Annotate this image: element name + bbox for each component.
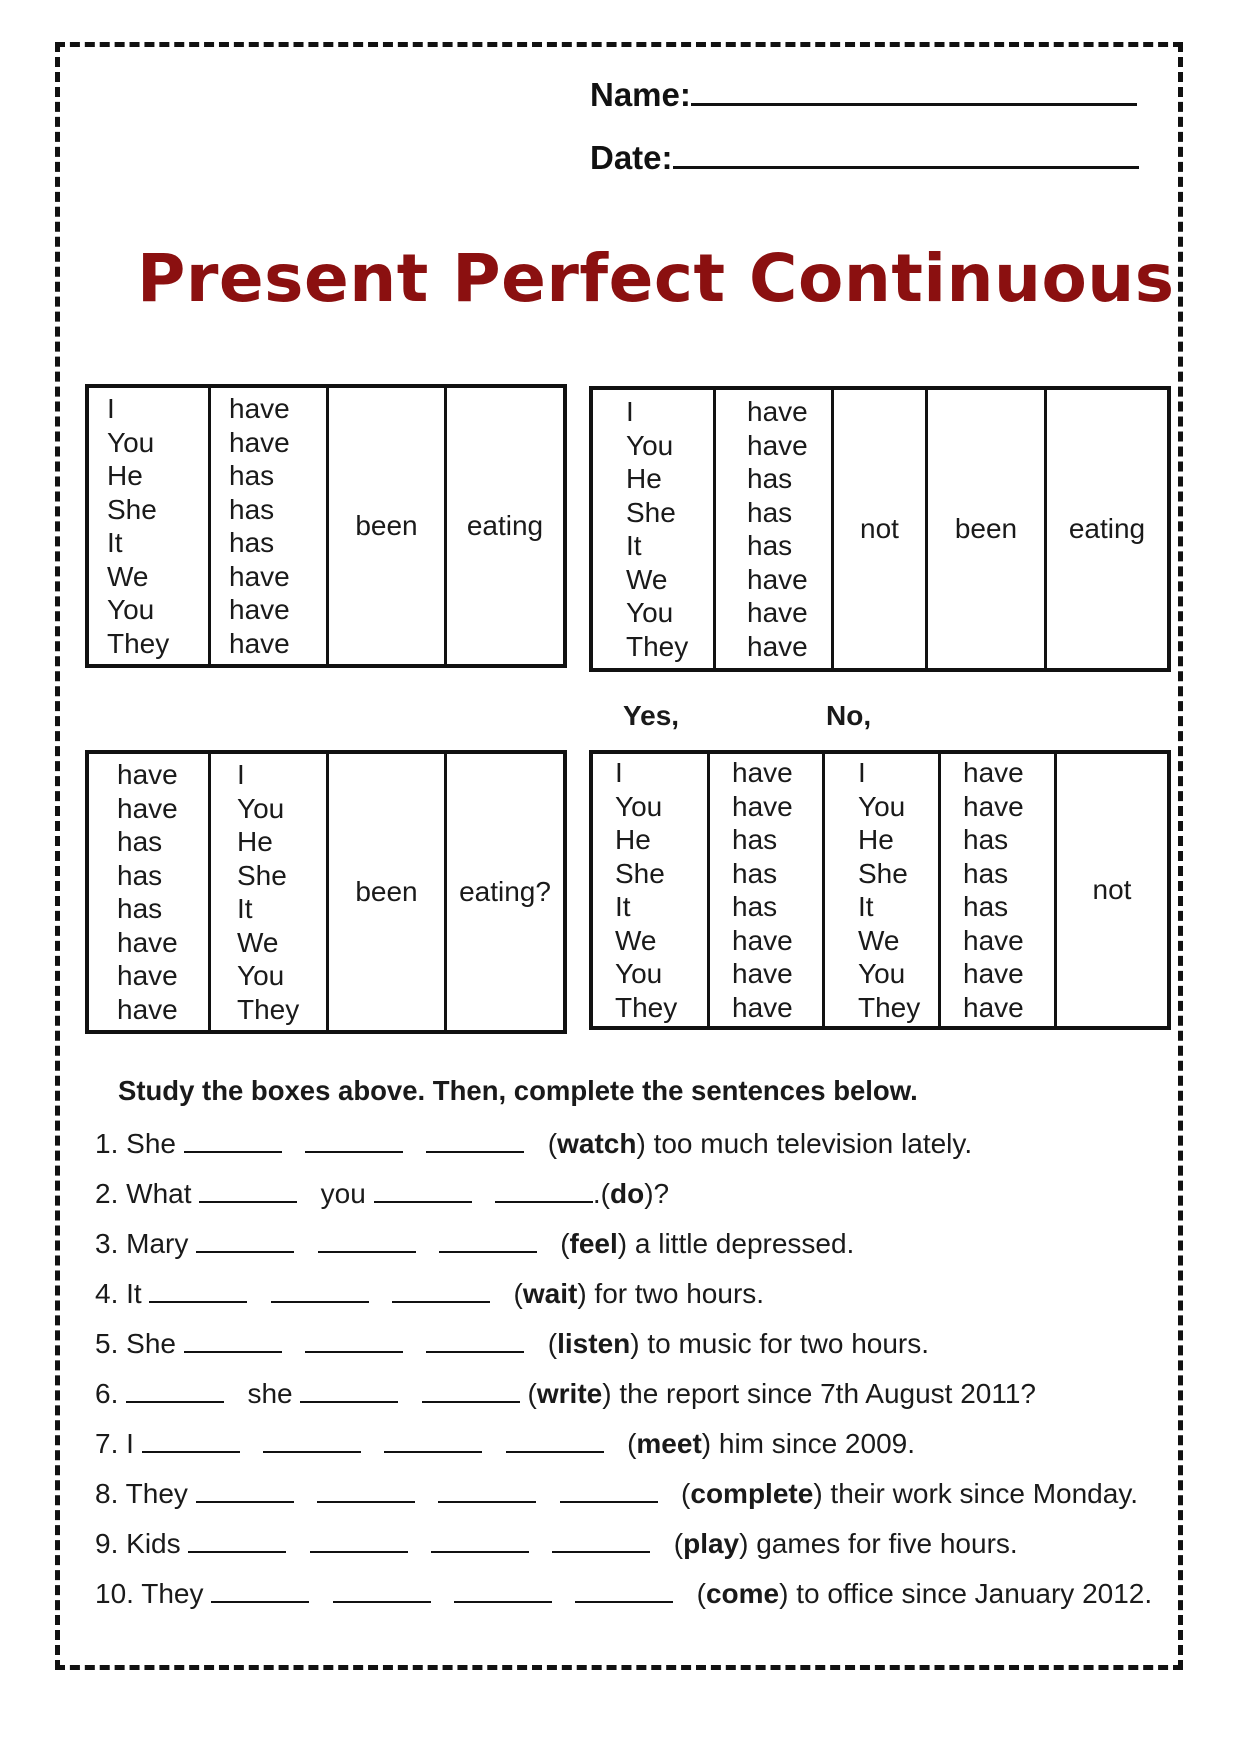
grid-word: They <box>626 630 689 662</box>
negative-box <box>589 386 1171 672</box>
answer-blank[interactable] <box>211 1579 309 1603</box>
yes-subjects <box>593 754 710 1026</box>
answer-blank[interactable] <box>560 1479 658 1503</box>
grid-word: has <box>747 496 793 528</box>
grid-word: have <box>117 759 178 790</box>
exercise-item: 3. Mary (feel) a little depressed. <box>95 1228 855 1259</box>
exercise-rest: )? <box>644 1178 670 1209</box>
grid-word: I <box>237 759 245 790</box>
answer-blank[interactable] <box>384 1429 482 1453</box>
answer-blank[interactable] <box>263 1429 361 1453</box>
grid-word: You <box>626 597 674 628</box>
grid-word: It <box>626 530 642 561</box>
answer-blank[interactable] <box>392 1279 490 1303</box>
grid-word: have <box>732 924 793 956</box>
grid-word: have <box>747 429 808 461</box>
grid-word: have <box>732 958 793 989</box>
negative-subjects <box>593 390 716 668</box>
answer-blank[interactable] <box>439 1229 537 1253</box>
affirmative-subjects <box>89 388 211 664</box>
exercise-rest: ) too much television lately. <box>636 1128 973 1159</box>
exercise-item: 2. What you .(do)? <box>95 1178 670 1209</box>
grid-word: has <box>732 824 778 855</box>
grid-word: have <box>117 926 178 958</box>
grid-word: You <box>237 792 285 824</box>
grid-word: It <box>858 891 874 922</box>
negative-been: been <box>928 390 1047 668</box>
grid-word: have <box>963 757 1024 788</box>
grid-word: have <box>117 960 178 991</box>
grid-word: has <box>747 463 793 494</box>
grid-word: She <box>237 859 287 891</box>
grid-word: It <box>237 893 253 924</box>
exercise-rest: ) a little depressed. <box>617 1228 855 1259</box>
exercise-item: 7. I (meet) him since 2009. <box>95 1428 915 1459</box>
grid-word: You <box>615 790 663 822</box>
exercise-verb: complete <box>690 1478 814 1509</box>
exercise-item: 10. They (come) to office since January 2012. <box>95 1578 1153 1609</box>
no-label: No, <box>826 700 872 731</box>
short-answer-not: not <box>1092 874 1132 906</box>
exercise-number: 7. <box>95 1428 119 1459</box>
negative-verb: eating <box>1068 513 1146 545</box>
grid-word: It <box>615 891 631 922</box>
grid-word: has <box>229 493 275 525</box>
negative-auxiliaries <box>716 390 834 668</box>
grid-word: She <box>858 857 908 889</box>
exercise-number: 4. <box>95 1278 119 1309</box>
grid-word: have <box>747 630 808 662</box>
grid-word: have <box>229 426 290 458</box>
short-answers-box <box>589 750 1171 1030</box>
exercise-rest: ) to music for two hours. <box>630 1328 930 1359</box>
exercise-rest: ) for two hours. <box>577 1278 765 1309</box>
grid-word: has <box>732 891 778 922</box>
grid-word: have <box>117 993 178 1025</box>
exercise-verb: do <box>610 1178 645 1209</box>
exercise-verb: listen <box>557 1328 631 1359</box>
question-auxiliaries <box>89 754 211 1030</box>
exercise-number: 5. <box>95 1328 119 1359</box>
grid-word: You <box>107 426 155 458</box>
exercise-verb: meet <box>636 1428 702 1459</box>
grid-word: have <box>747 563 808 595</box>
grid-word: has <box>963 857 1009 889</box>
exercise-item: 1. She (watch) too much television lately. <box>95 1128 973 1159</box>
answer-blank[interactable] <box>271 1279 369 1303</box>
grid-word: have <box>747 597 808 628</box>
answer-blank[interactable] <box>454 1579 552 1603</box>
no-auxiliaries <box>941 754 1057 1026</box>
answer-blank[interactable] <box>552 1529 650 1553</box>
grid-word: has <box>747 530 793 561</box>
yes-label: Yes, <box>623 700 680 731</box>
exercise-subject: I <box>126 1428 134 1459</box>
exercise-verb: wait <box>522 1278 578 1309</box>
date-label: Date: <box>590 139 673 176</box>
grid-word: I <box>626 396 634 427</box>
grid-word: You <box>858 790 906 822</box>
exercise-rest: ) games for five hours. <box>739 1528 1018 1559</box>
grid-word: She <box>626 496 676 528</box>
grid-word: I <box>107 393 115 424</box>
name-line[interactable] <box>691 77 1137 106</box>
exercise-subject: They <box>141 1578 204 1609</box>
grid-word: He <box>615 824 651 855</box>
answer-blank[interactable] <box>196 1229 294 1253</box>
grid-word: have <box>229 594 290 625</box>
exercise-item: 8. They (complete) their work since Monday. <box>95 1478 1139 1509</box>
exercise-subject: What <box>126 1178 192 1209</box>
yes-auxiliaries <box>710 754 825 1026</box>
grid-word: He <box>858 824 894 855</box>
question-verb: eating? <box>459 876 551 908</box>
grid-word: have <box>963 790 1024 822</box>
answer-blank[interactable] <box>318 1229 416 1253</box>
no-subjects <box>825 754 941 1026</box>
answer-blank[interactable] <box>142 1429 240 1453</box>
exercise-rest: ) him since 2009. <box>701 1428 915 1459</box>
exercise-number: 9. <box>95 1528 119 1559</box>
grid-word: has <box>229 460 275 491</box>
date-field[interactable] <box>590 139 1139 177</box>
grid-word: They <box>615 991 678 1023</box>
grid-word: You <box>107 594 155 625</box>
exercise-verb: feel <box>569 1228 618 1259</box>
grid-word: has <box>732 857 778 889</box>
exercise-number: 10. <box>95 1578 134 1609</box>
answer-blank[interactable] <box>506 1429 604 1453</box>
answer-blank[interactable] <box>438 1479 536 1503</box>
answer-blank[interactable] <box>374 1179 472 1203</box>
grid-word: has <box>229 527 275 558</box>
grid-word: You <box>615 958 663 989</box>
question-box <box>85 750 567 1034</box>
affirmative-been: been <box>329 388 447 664</box>
grid-word: They <box>237 993 300 1025</box>
exercise-word: you <box>320 1178 366 1209</box>
date-line[interactable] <box>673 140 1139 169</box>
grid-word: They <box>858 991 921 1023</box>
answer-blank[interactable] <box>317 1479 415 1503</box>
question-subjects <box>211 754 329 1030</box>
answer-blank[interactable] <box>426 1129 524 1153</box>
answer-blank[interactable] <box>305 1129 403 1153</box>
exercise-number: 6. <box>95 1378 119 1409</box>
exercise-number: 2. <box>95 1178 119 1209</box>
answer-blank[interactable] <box>300 1379 398 1403</box>
grid-word: has <box>117 893 163 924</box>
grid-word: We <box>237 926 279 958</box>
exercise-rest: ) their work since Monday. <box>813 1478 1139 1509</box>
grid-word: have <box>229 560 290 592</box>
exercise-verb: come <box>705 1578 780 1609</box>
answer-blank[interactable] <box>126 1379 224 1403</box>
grid-word: She <box>107 493 157 525</box>
exercise-rest: ) the report since 7th August 2011? <box>602 1378 1037 1409</box>
grid-word: It <box>107 527 123 558</box>
grid-word: We <box>626 563 668 595</box>
grid-word: I <box>858 757 866 788</box>
exercise-subject: It <box>126 1278 142 1309</box>
answer-blank[interactable] <box>196 1479 294 1503</box>
grid-word: have <box>229 627 290 659</box>
answer-blank[interactable] <box>575 1579 673 1603</box>
instructions: Study the boxes above. Then, complete the sentences below. <box>118 1075 918 1106</box>
exercise-item: 6. she (write) the report since 7th August 2011? <box>95 1378 1037 1409</box>
name-label: Name: <box>590 76 691 113</box>
grid-word: has <box>117 826 163 857</box>
exercise-item: 9. Kids (play) games for five hours. <box>95 1528 1018 1559</box>
exercise-verb: play <box>683 1528 740 1559</box>
grid-word: have <box>963 958 1024 989</box>
grid-word: have <box>747 396 808 427</box>
grid-word: I <box>615 757 623 788</box>
exercise-verb: watch <box>557 1128 637 1159</box>
grid-word: has <box>963 891 1009 922</box>
grid-word: He <box>626 463 662 494</box>
answer-blank[interactable] <box>188 1529 286 1553</box>
answer-blank[interactable] <box>333 1579 431 1603</box>
grid-word: have <box>732 991 793 1023</box>
grid-word: have <box>963 924 1024 956</box>
exercise-subject: Mary <box>126 1228 189 1259</box>
grid-word: He <box>237 826 273 857</box>
grid-word: We <box>858 924 900 956</box>
negative-not: not <box>834 390 928 668</box>
grid-word: have <box>732 757 793 788</box>
grid-word: We <box>615 924 657 956</box>
answer-blank[interactable] <box>305 1329 403 1353</box>
exercise-subject: Kids <box>126 1528 181 1559</box>
exercise-rest: ) to office since January 2012. <box>779 1578 1153 1609</box>
answer-blank[interactable] <box>426 1329 524 1353</box>
grid-word: You <box>858 958 906 989</box>
affirmative-verb: eating <box>466 510 544 542</box>
exercise-subject: She <box>126 1328 176 1359</box>
grid-word: have <box>963 991 1024 1023</box>
grid-word: You <box>626 429 674 461</box>
answer-blank[interactable] <box>310 1529 408 1553</box>
grid-word: has <box>117 859 163 891</box>
answer-blank[interactable] <box>184 1129 282 1153</box>
grid-word: We <box>107 560 149 592</box>
answer-blank[interactable] <box>199 1179 297 1203</box>
question-been: been <box>329 754 447 1030</box>
exercise-subject: She <box>126 1128 176 1159</box>
answer-blank[interactable] <box>184 1329 282 1353</box>
grid-word: They <box>107 627 170 659</box>
grid-word: have <box>732 790 793 822</box>
grid-word: has <box>963 824 1009 855</box>
page-title: Present Perfect Continuous <box>137 240 1175 317</box>
grid-word: have <box>229 393 290 424</box>
exercise-number: 3. <box>95 1228 119 1259</box>
exercise-item: 5. She (listen) to music for two hours. <box>95 1328 930 1359</box>
answer-blank[interactable] <box>431 1529 529 1553</box>
exercise-word: she <box>247 1378 293 1409</box>
grid-word: He <box>107 460 143 491</box>
answer-blank[interactable] <box>422 1379 520 1403</box>
grid-word: She <box>615 857 665 889</box>
exercise-subject: They <box>125 1478 188 1509</box>
grid-word: You <box>237 960 285 991</box>
exercise-number: 8. <box>95 1478 119 1509</box>
affirmative-auxiliaries <box>211 388 329 664</box>
exercise-verb: write <box>536 1378 603 1409</box>
answer-blank[interactable] <box>495 1179 593 1203</box>
exercise-item: 4. It (wait) for two hours. <box>95 1278 765 1309</box>
name-field[interactable] <box>590 76 1137 114</box>
affirmative-box <box>85 384 567 668</box>
exercise-number: 1. <box>95 1128 119 1159</box>
grid-word: have <box>117 792 178 824</box>
answer-blank[interactable] <box>149 1279 247 1303</box>
